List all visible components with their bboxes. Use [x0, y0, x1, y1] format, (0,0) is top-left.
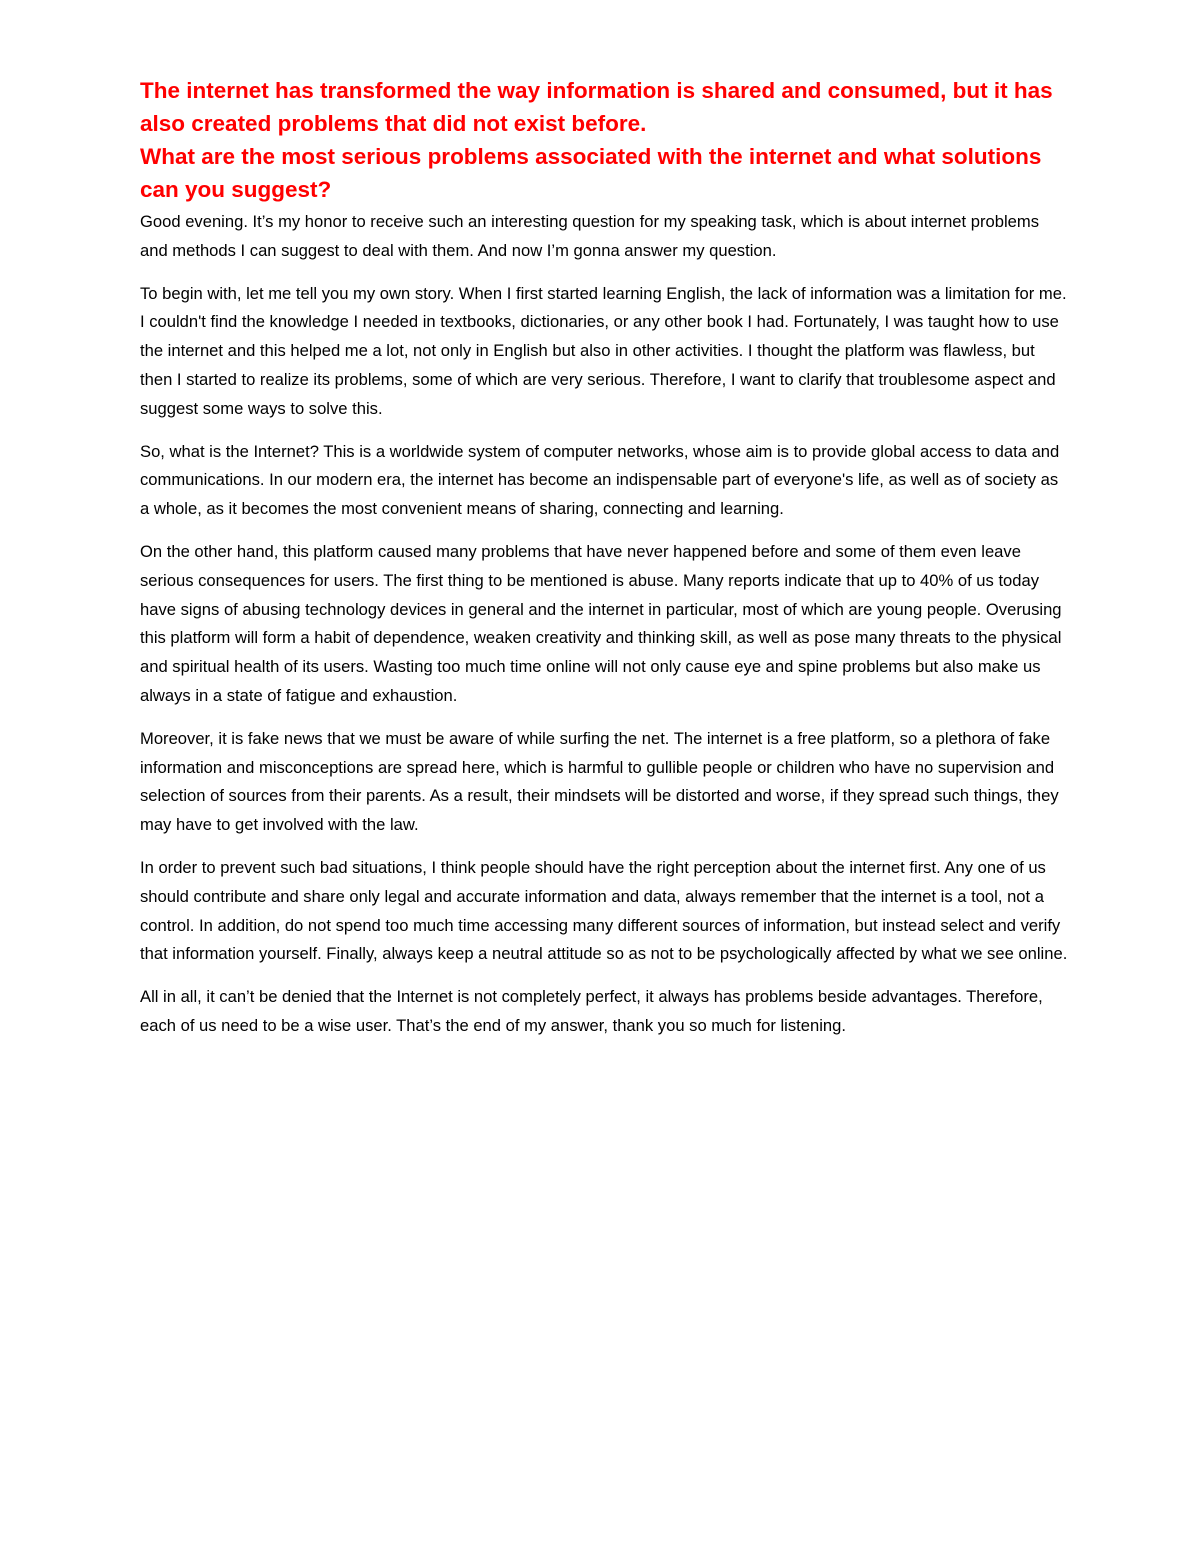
paragraph-fake-news-problem: Moreover, it is fake news that we must be aware of while surfing the net. The internet is a free platform, so a plethora of fake information and misconceptions are spread here, which is harmful to gullible people or children who have no supervision and selection of sources from their parents. As a result, their mindsets will be distorted and worse, if they spread such things, they may have to get involved with the law. [140, 728, 1059, 835]
heading-line-question: What are the most serious problems associated with the internet and what solutions can you suggest? [140, 144, 1042, 202]
paragraph-personal-story: To begin with, let me tell you my own story. When I first started learning English, the lack of information was a limitation for me. I couldn't find the knowledge I needed in textbooks, dictionaries, or any other book I had. Fortunately, I was taught how to use the internet and this helped me a lot, not only in English but also in other activities. I thought the platform was flawless, but then I started to realize its problems, some of which are very serious. Therefore, I want to clarify that troublesome aspect and suggest some ways to solve this. [140, 283, 1067, 418]
paragraph-greeting: Good evening. It’s my honor to receive such an interesting question for my speaking task, which is about internet problems and methods I can suggest to deal with them. And now I’m gonna answer my question. [140, 212, 1040, 260]
paragraph-abuse-problem: On the other hand, this platform caused many problems that have never happened before and some of them even leave serious consequences for users. The first thing to be mentioned is abuse. Many reports indicate that up to 40% of us today have signs of abusing technology devices in general and the internet in particular, most of which are young people. Overusing this platform will form a habit of dependence, weaken creativity and thinking skill, as well as pose many threats to the physical and spiritual health of its users. Wasting too much time online will not only cause eye and spine problems but also make us always in a state of fatigue and exhaustion. [140, 541, 1062, 705]
paragraph-internet-definition: So, what is the Internet? This is a worldwide system of computer networks, whose aim is to provide global access to data and communications. In our modern era, the internet has become an indispensable part of everyone's life, as well as of society as a whole, as it becomes the most convenient means of sharing, connecting and learning. [140, 441, 1060, 519]
paragraph-conclusion: All in all, it can’t be denied that the Internet is not completely perfect, it always has problems beside advantages. Therefore, each of us need to be a wise user. That’s the end of my answer, thank you so much for listening. [140, 987, 1043, 1035]
answer-body [140, 208, 1070, 1041]
question-heading [140, 74, 1070, 206]
paragraph-solutions: In order to prevent such bad situations, I think people should have the right perception about the internet first. Any one of us should contribute and share only legal and accurate information and data, always remember that the internet is a tool, not a control. In addition, do not spend too much time accessing many different sources of information, but instead select and verify that information yourself. Finally, always keep a neutral attitude so as not to be psychologically affected by what we see online. [140, 857, 1068, 964]
heading-line-statement: The internet has transformed the way information is shared and consumed, but it has also created problems that did not exist before. [140, 78, 1053, 136]
document-page [140, 74, 1070, 1055]
